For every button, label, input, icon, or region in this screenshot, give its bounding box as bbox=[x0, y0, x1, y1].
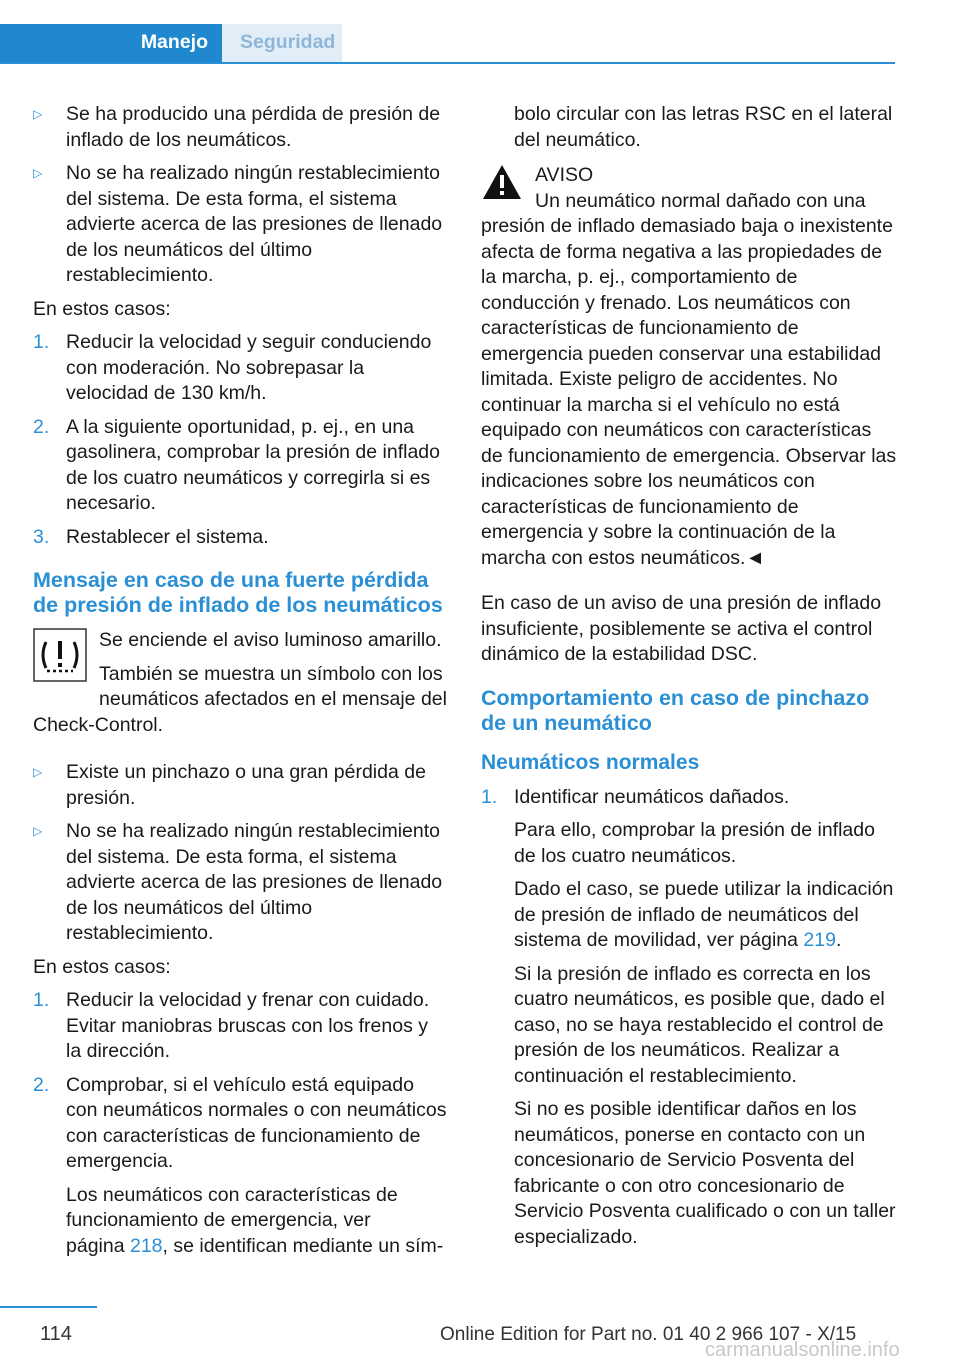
section-heading: Mensaje en caso de una fuerte pérdida de presión de inflado de los neumáticos bbox=[33, 568, 443, 617]
step-number: 3. bbox=[33, 525, 50, 548]
triangle-bullet-icon: ▷ bbox=[33, 824, 43, 838]
numbered-step: 3. Restablecer el sistema. bbox=[33, 525, 448, 551]
warning-triangle-icon bbox=[481, 163, 523, 209]
tire-warning-block bbox=[33, 628, 448, 746]
page-number: 114 bbox=[40, 1323, 72, 1345]
triangle-bullet-icon: ▷ bbox=[33, 107, 43, 121]
edition-text: Online Edition for Part no. 01 40 2 966 107 - X/15 bbox=[440, 1324, 857, 1345]
continuation-text: bolo circular con las letras RSC en el lateral del neumático. bbox=[514, 103, 893, 151]
list-item: ▷ Existe un pinchazo o una gran pérdida de presión. bbox=[33, 761, 426, 809]
dsc-text: En caso de un aviso de una presión de inflado insuficiente, posiblemente se activa el control dinámico de la estabilidad DSC. bbox=[481, 592, 882, 665]
icon-description: También se muestra un símbolo con los neumáticos afectados en el mensaje del Check-Control. bbox=[33, 662, 447, 736]
step-number: 1. bbox=[33, 331, 50, 353]
numbered-step: 2. A la siguiente oportunidad, p. ej., en una gasolinera, comprobar la presión de inflado de los cuatro neumáticos y corregirla si es necesario. bbox=[33, 415, 440, 514]
step-detail: Si la presión de inflado es correcta en los cuatro neumáticos, es posible que, dado el caso, no se haya restablecido el control de presión de los neumáticos. Realizar a continuación el restablecimiento. bbox=[514, 962, 885, 1087]
warning-block bbox=[481, 163, 897, 579]
numbered-step: 1. Reducir la velocidad y frenar con cuidado. Evitar maniobras bruscas con los frenos y la dirección. bbox=[33, 989, 430, 1062]
cases-label: En estos casos: bbox=[33, 955, 171, 978]
right-column bbox=[481, 102, 897, 1258]
step-detail: Para ello, comprobar la presión de inflado de los cuatro neumáticos. bbox=[514, 819, 875, 867]
warning-title: AVISO bbox=[535, 164, 594, 186]
triangle-bullet-icon: ▷ bbox=[33, 765, 43, 779]
watermark: carmanualsonline.info bbox=[705, 1339, 900, 1361]
step-number: 1. bbox=[481, 785, 498, 808]
list-item: ▷ No se ha realizado ningún restablecimiento del sistema. De esta forma, el sistema advierte acerca de las presiones de llenado de los neumáticos del último restablecimiento. bbox=[33, 162, 443, 286]
step-number: 2. bbox=[33, 1073, 50, 1096]
tab-seguridad[interactable]: Seguridad bbox=[222, 24, 342, 62]
step-detail: Dado el caso, se puede utilizar la indicación de presión de inflado de neumáticos del sistema de movilidad, ver página 219. bbox=[514, 878, 894, 951]
numbered-step: 1. Reducir la velocidad y seguir conduciendo con moderación. No sobrepasar la velocidad de 130 km/h. bbox=[33, 331, 432, 404]
cases-label: En estos casos: bbox=[33, 297, 171, 320]
warning-text: Un neumático normal dañado con una presión de inflado demasiado baja o inexistente afecta de forma negativa a las propiedades de la marcha, p. ej., comportamiento de conducción y frenado. Los neumáticos con características de funcionamiento de emergencia pueden conservar una estabilidad limitada. Existe peligro de accidentes. No continuar la marcha si el vehículo no está equipado con neumáticos con características de funcionamiento de emergencia. Observar las indicaciones sobre los neumáticos con características de funcionamiento de emergencia y sobre la continuación de la marcha con estos neumáticos.◄ bbox=[481, 189, 897, 569]
page-link[interactable]: 218 bbox=[129, 1234, 163, 1257]
step-number: 2. bbox=[33, 415, 50, 438]
tab-manejo[interactable]: Manejo bbox=[0, 24, 222, 62]
triangle-bullet-icon: ▷ bbox=[33, 166, 43, 180]
page-link[interactable]: 219 bbox=[803, 929, 836, 951]
section-heading: Comportamiento en caso de pinchazo de un neumático bbox=[481, 685, 870, 735]
step-number: 1. bbox=[33, 989, 50, 1011]
icon-description: Se enciende el aviso luminoso amarillo. bbox=[99, 629, 442, 651]
step-detail: Los neumáticos con características de funcionamiento de emergencia, ver página 218, se identifican mediante un sím- bbox=[66, 1183, 444, 1257]
footer-rule bbox=[0, 1306, 97, 1308]
numbered-step: 2. Comprobar, si el vehículo está equipado con neumáticos normales o con neumáticos con características de funcionamiento de emergencia. bbox=[33, 1073, 447, 1172]
list-item: ▷ Se ha producido una pérdida de presión de inflado de los neumáticos. bbox=[33, 103, 441, 151]
list-item: ▷ No se ha realizado ningún restablecimiento del sistema. De esta forma, el sistema advierte acerca de las presiones de llenado de los neumáticos del último restablecimiento. bbox=[33, 820, 443, 944]
left-column bbox=[33, 102, 448, 1267]
numbered-step: 1. Identificar neumáticos dañados. bbox=[481, 785, 897, 811]
tire-pressure-warning-icon bbox=[33, 628, 87, 690]
step-detail: Si no es posible identificar daños en los neumáticos, ponerse en contacto con un concesionario de Servicio Posventa del fabricante o con otro concesionario de Servicio Posventa cualificado o con un taller especializado. bbox=[514, 1098, 896, 1248]
subsection-heading: Neumáticos normales bbox=[481, 750, 700, 774]
